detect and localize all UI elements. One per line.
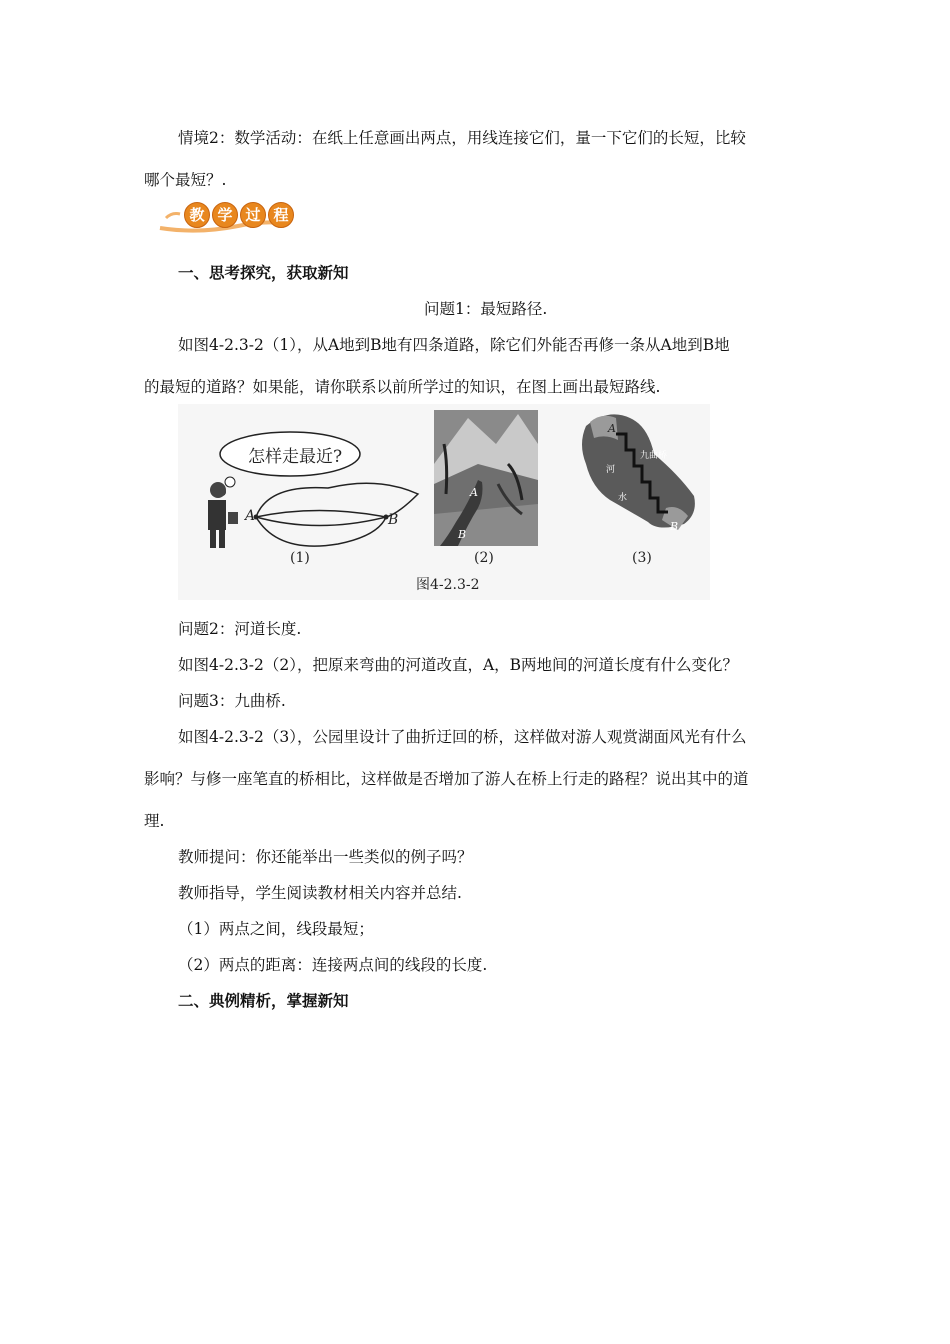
teacher-question: 教师提问：你还能举出一些类似的例子吗？ <box>178 848 473 866</box>
river-label-2: 水 <box>618 493 628 503</box>
figure-caption: 图4-2.3-2 <box>416 577 480 593</box>
paragraph-figure-1: 如图4-2.3-2（1），从A地到B地有四条道路，除它们外能否再修一条从A地到B地 <box>178 336 730 354</box>
river-label-1: 河 <box>606 465 616 475</box>
panel-1-label: (1) <box>290 550 310 566</box>
paragraph-scenario-2-cont: 哪个最短？. <box>144 171 227 189</box>
panel-2-point-b: B <box>458 528 467 541</box>
panel-3-point-b: B <box>670 520 679 533</box>
panel-3-label: (3) <box>632 550 652 566</box>
point-a-label: A <box>245 508 256 524</box>
figure-illustrations <box>178 404 710 600</box>
section-heading-2: 二、典例精析，掌握新知 <box>178 992 349 1010</box>
panel-2-point-a: A <box>470 486 478 499</box>
banner-char: 学 <box>212 202 238 228</box>
paragraph-figure-3-cont: 影响？与修一座笔直的桥相比，这样做是否增加了游人在桥上行走的路程？说出其中的道 <box>144 770 749 788</box>
paragraph-figure-3: 如图4-2.3-2（3），公园里设计了曲折迂回的桥，这样做对游人观赏湖面风光有什么 <box>178 728 747 746</box>
question-1: 问题1：最短路径. <box>424 300 548 318</box>
teaching-process-banner <box>158 198 288 234</box>
paragraph-figure-3-end: 理. <box>144 812 165 830</box>
bridge-label: 九曲桥 <box>640 451 668 461</box>
question-2: 问题2：河道长度. <box>178 620 302 638</box>
panel-3-illustration <box>582 414 695 530</box>
paragraph-figure-1-cont: 的最短的道路？如果能，请你联系以前所学过的知识，在图上画出最短路线. <box>144 378 661 396</box>
banner-char: 教 <box>184 202 210 228</box>
paragraph-scenario-2: 情境2：数学活动：在纸上任意画出两点，用线连接它们，量一下它们的长短，比较 <box>178 129 746 147</box>
teacher-guidance: 教师指导，学生阅读教材相关内容并总结. <box>178 884 462 902</box>
conclusion-2: （2）两点的距离：连接两点间的线段的长度. <box>178 956 488 974</box>
question-3: 问题3：九曲桥. <box>178 692 286 710</box>
panel-3-point-a: A <box>608 422 616 435</box>
banner-char: 程 <box>268 202 294 228</box>
bubble-text: 怎样走最近? <box>248 447 343 467</box>
paragraph-figure-2: 如图4-2.3-2（2），把原来弯曲的河道改直，A，B两地间的河道长度有什么变化？ <box>178 656 739 674</box>
banner-char: 过 <box>240 202 266 228</box>
section-heading-1: 一、思考探究，获取新知 <box>178 264 349 282</box>
panel-2-label: (2) <box>474 550 494 566</box>
panel-2-illustration <box>434 410 538 546</box>
conclusion-1: （1）两点之间，线段最短； <box>178 920 374 938</box>
point-b-label: B <box>388 512 399 528</box>
figure-4-2-3-2 <box>178 404 710 600</box>
